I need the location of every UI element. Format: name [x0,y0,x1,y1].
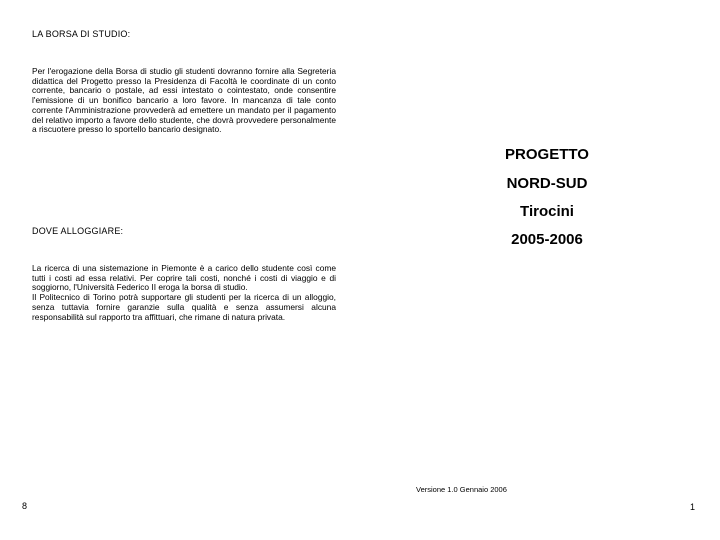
section-heading-borsa: LA BORSA DI STUDIO: [32,29,131,39]
section-heading-alloggio: DOVE ALLOGGIARE: [32,226,124,236]
title-line-4: 2005-2006 [511,231,583,248]
paragraph-borsa: Per l'erogazione della Borsa di studio gli studenti dovranno fornire alla Segreteria didattica del Progetto presso la Presidenza di Facoltà le coordinate di un conto corrente, bancario o postale, ad essi intestato o cointestato, onde consentire l'emissione di un bonifico bancario a loro favore. In mancanza di tale conto corrente l'Amministrazione provvederà ad emettere un mandato per il pagamento del relativo importo a favore dello studente, che dovrà provvedere personalmente a riscuotere presso lo sportello bancario designato. [32,66,336,135]
title-line-1: PROGETTO [505,146,589,163]
page-number-left: 8 [22,501,28,511]
paragraph-alloggio [32,264,336,322]
title-line-2: NORD-SUD [506,175,588,192]
paragraph-alloggio-2: Il Politecnico di Torino potrà supportare gli studenti per la ricerca di un alloggio, senza tuttavia fornire garanzie sulla qualità e senza assumersi alcuna responsabilità sul rapporto tra affittuari, che rimane di natura privata. [32,292,336,322]
title-line-3: Tirocini [520,203,574,220]
version-note: Versione 1.0 Gennaio 2006 [416,485,507,494]
paragraph-alloggio-1: La ricerca di una sistemazione in Piemonte è a carico dello studente così come tutti i costi ad essa relativi. Per coprire tali costi, nonché i costi di viaggio e di soggiorno, l'Università Federico II eroga la borsa di studio. [32,263,336,293]
page-number-right: 1 [690,502,696,512]
